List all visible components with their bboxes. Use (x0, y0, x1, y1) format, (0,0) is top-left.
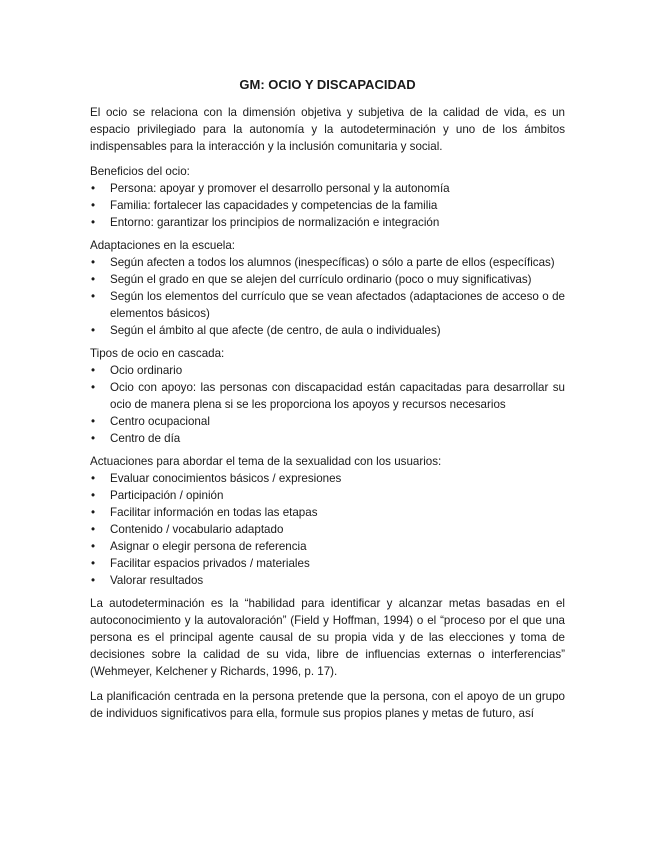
section-label-adaptaciones: Adaptaciones en la escuela: (90, 239, 236, 252)
list-item: • Centro de día (90, 430, 565, 447)
list-beneficios (90, 180, 565, 231)
page-title: GM: OCIO Y DISCAPACIDAD (239, 77, 416, 92)
section-label-beneficios: Beneficios del ocio: (90, 165, 190, 178)
list-item: • Entorno: garantizar los principios de normalización e integración (90, 214, 565, 231)
autodeterminacion-paragraph: La autodeterminación es la “habilidad para identificar y alcanzar metas basadas en el autoconocimiento y la autovaloración” (Field y Hoffman, 1994) o el “proceso por el que una persona es el principal agente causal de su propia vida y de las elecciones y toma de decisiones sobre la calidad de su vida, libre de influencias externas o interferencias” (Wehmeyer, Kelchener y Richards, 1996, p. 17). (90, 597, 565, 678)
list-item: • Centro ocupacional (90, 413, 565, 430)
list-item: • Según el grado en que se alejen del currículo ordinario (poco o muy significativas) (90, 271, 565, 288)
planificacion-paragraph: La planificación centrada en la persona pretende que la persona, con el apoyo de un grupo de individuos significativos para ella, formule sus propios planes y metas de futuro, así (90, 690, 565, 720)
list-adaptaciones (90, 254, 565, 339)
list-sexualidad (90, 470, 565, 589)
list-item: • Evaluar conocimientos básicos / expresiones (90, 470, 565, 487)
list-item: • Participación / opinión (90, 487, 565, 504)
list-item: • Según los elementos del currículo que se vean afectados (adaptaciones de acceso o de elementos básicos) (90, 288, 565, 322)
section-label-tipos-ocio: Tipos de ocio en cascada: (90, 347, 225, 360)
intro-paragraph: El ocio se relaciona con la dimensión objetiva y subjetiva de la calidad de vida, es un espacio privilegiado para la autonomía y la autodeterminación y uno de los ámbitos indispensables para la interacción y la inclusión comunitaria y social. (90, 106, 565, 153)
list-item: • Valorar resultados (90, 572, 565, 589)
list-item: • Contenido / vocabulario adaptado (90, 521, 565, 538)
list-item: • Facilitar información en todas las etapas (90, 504, 565, 521)
list-tipos-ocio (90, 362, 565, 447)
list-item: • Facilitar espacios privados / materiales (90, 555, 565, 572)
document-page (90, 76, 565, 730)
list-item: • Familia: fortalecer las capacidades y competencias de la familia (90, 197, 565, 214)
list-item: • Según el ámbito al que afecte (de centro, de aula o individuales) (90, 322, 565, 339)
list-item: • Ocio con apoyo: las personas con discapacidad están capacitadas para desarrollar su ocio de manera plena si se les proporciona los apoyos y recursos necesarios (90, 379, 565, 413)
list-item: • Persona: apoyar y promover el desarrollo personal y la autonomía (90, 180, 565, 197)
list-item: • Ocio ordinario (90, 362, 565, 379)
list-item: • Asignar o elegir persona de referencia (90, 538, 565, 555)
list-item: • Según afecten a todos los alumnos (inespecíficas) o sólo a parte de ellos (específicas) (90, 254, 565, 271)
section-label-sexualidad: Actuaciones para abordar el tema de la sexualidad con los usuarios: (90, 455, 442, 468)
